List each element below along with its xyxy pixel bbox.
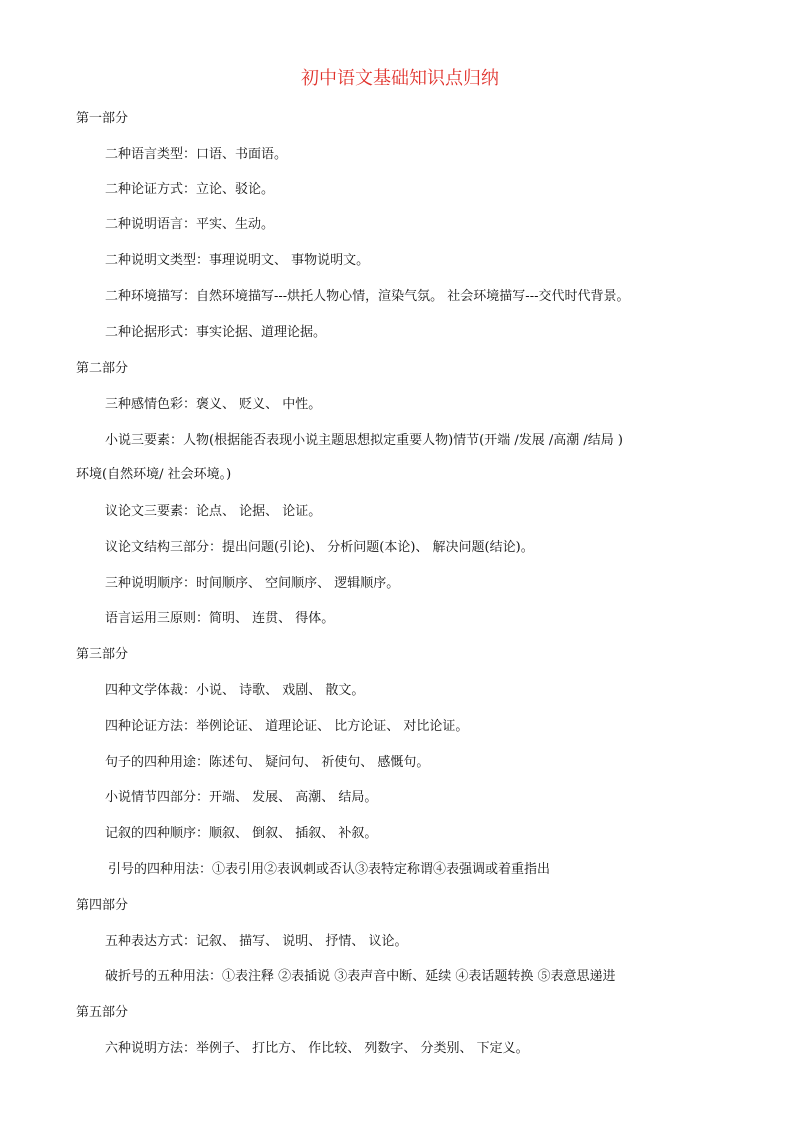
list-item: 二种论证方式：立论、驳论。 — [105, 182, 275, 197]
section-heading-4: 第四部分 — [76, 898, 129, 913]
list-item: 二种语言类型：口语、书面语。 — [105, 147, 288, 162]
list-item: 三种说明顺序：时间顺序、 空间顺序、 逻辑顺序。 — [105, 576, 400, 591]
list-item: 小说三要素：人物(根据能否表现小说主题思想拟定重要人物)情节(开端 /发展 /高潮 /结局 ) — [105, 433, 623, 448]
list-item: 二种说明文类型：事理说明文、 事物说明文。 — [105, 253, 370, 268]
list-item: 二种环境描写：自然环境描写---烘托人物心情，渲染气氛。 社会环境描写---交代时代背景。 — [105, 289, 630, 304]
list-item: 五种表达方式：记叙、 描写、 说明、 抒情、 议论。 — [105, 934, 408, 949]
section-heading-5: 第五部分 — [76, 1005, 129, 1020]
list-item: 语言运用三原则：简明、 连贯、 得体。 — [105, 611, 335, 626]
list-item: 议论文三要素：论点、 论据、 论证。 — [105, 504, 322, 519]
section-heading-1: 第一部分 — [76, 111, 129, 126]
list-item: 记叙的四种顺序：顺叙、 倒叙、 插叙、 补叙。 — [105, 826, 378, 841]
section-heading-2: 第二部分 — [76, 361, 129, 376]
list-item-continuation: 环境(自然环境/ 社会环境。) — [76, 467, 232, 482]
list-item: 六种说明方法：举例子、 打比方、 作比较、 列数字、 分类别、 下定义。 — [105, 1041, 529, 1056]
list-item: 句子的四种用途：陈述句、 疑问句、 祈使句、 感慨句。 — [105, 755, 430, 770]
list-item: 四种文学体裁：小说、 诗歌、 戏剧、 散文。 — [105, 683, 365, 698]
list-item: 议论文结构三部分：提出问题(引论)、 分析问题(本论)、 解决问题(结论)。 — [105, 540, 534, 555]
list-item: 四种论证方法：举例论证、 道理论证、 比方论证、 对比论证。 — [105, 719, 469, 734]
list-item: 二种论据形式：事实论据、道理论据。 — [105, 325, 327, 340]
list-item: 引号的四种用法：①表引用②表讽刺或否认③表特定称谓④表强调或着重指出 — [108, 862, 551, 877]
document-title: 初中语文基础知识点归纳 — [301, 68, 499, 89]
section-heading-3: 第三部分 — [76, 647, 129, 662]
list-item: 小说情节四部分：开端、 发展、 高潮、 结局。 — [105, 790, 378, 805]
list-item: 二种说明语言：平实、生动。 — [105, 217, 275, 232]
list-item: 破折号的五种用法：①表注释 ②表插说 ③表声音中断、延续 ④表话题转换 ⑤表意思递进 — [105, 969, 616, 984]
list-item: 三种感情色彩：褒义、 贬义、 中性。 — [105, 397, 322, 412]
